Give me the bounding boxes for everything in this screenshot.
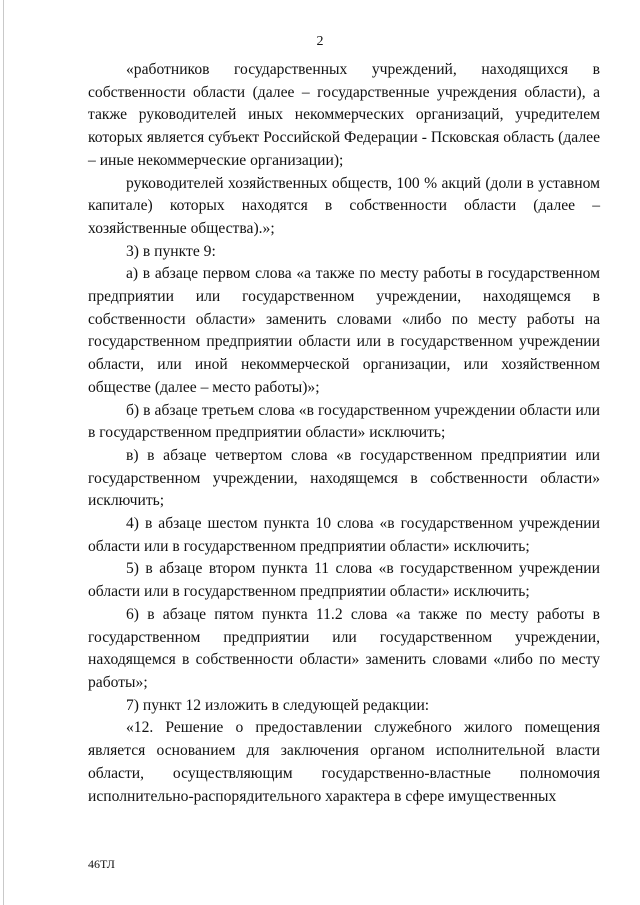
paragraph-9: 6) в абзаце пятом пункта 11.2 слова «а также по месту работы в государственном предприятии или государственном учреждении, находящемся в собственности области» заменить словами «либо по месту работы»; <box>88 605 600 691</box>
page-edge-line <box>3 0 4 905</box>
paragraph-8: 5) в абзаце втором пункта 11 слова «в государственном учреждении области или в государственном предприятии области» исключить; <box>88 560 600 601</box>
paragraph-11: «12. Решение о предоставлении служебного жилого помещения является основанием для заключения органом исполнительной власти области, осуществляющим государственно-властные полномочия исполнительно-распорядительного характера в сфере имущественных <box>88 719 600 805</box>
paragraph-1: «работников государственных учреждений, находящихся в собственности области (далее – государственные учреждения области), а также руководителей иных некоммерческих организаций, учредителем которых является субъект Российской Федерации - Псковская область (далее – иные некоммерческие организации); <box>88 61 600 169</box>
paragraph-10: 7) пункт 12 изложить в следующей редакции: <box>126 696 430 714</box>
page-number: 2 <box>316 34 324 49</box>
document-body <box>88 59 600 808</box>
paragraph-5: б) в абзаце третьем слова «в государственном учреждении области или в государственном предприятии области» исключить; <box>88 401 600 442</box>
footer-code: 46ТЛ <box>88 857 115 871</box>
paragraph-7: 4) в абзаце шестом пункта 10 слова «в государственном учреждении области или в государственном предприятии области» исключить; <box>88 515 600 555</box>
paragraph-3: 3) в пункте 9: <box>126 242 216 260</box>
paragraph-4: а) в абзаце первом слова «а также по месту работы в государственном предприятии или государственном учреждении, находящемся в собственности области» заменить словами «либо по месту работы на государственном предприятии области или в государственном учреждении области, или иной некоммерческой организации, или хозяйственном обществе (далее – место работы)»; <box>88 265 600 396</box>
paragraph-2: руководителей хозяйственных обществ, 100 % акций (доли в уставном капитале) которых находятся в собственности области (далее – хозяйственные общества).»; <box>88 174 600 237</box>
paragraph-6: в) в абзаце четвертом слова «в государственном предприятии или государственном учреждении, находящемся в собственности области» исключить; <box>88 446 600 510</box>
